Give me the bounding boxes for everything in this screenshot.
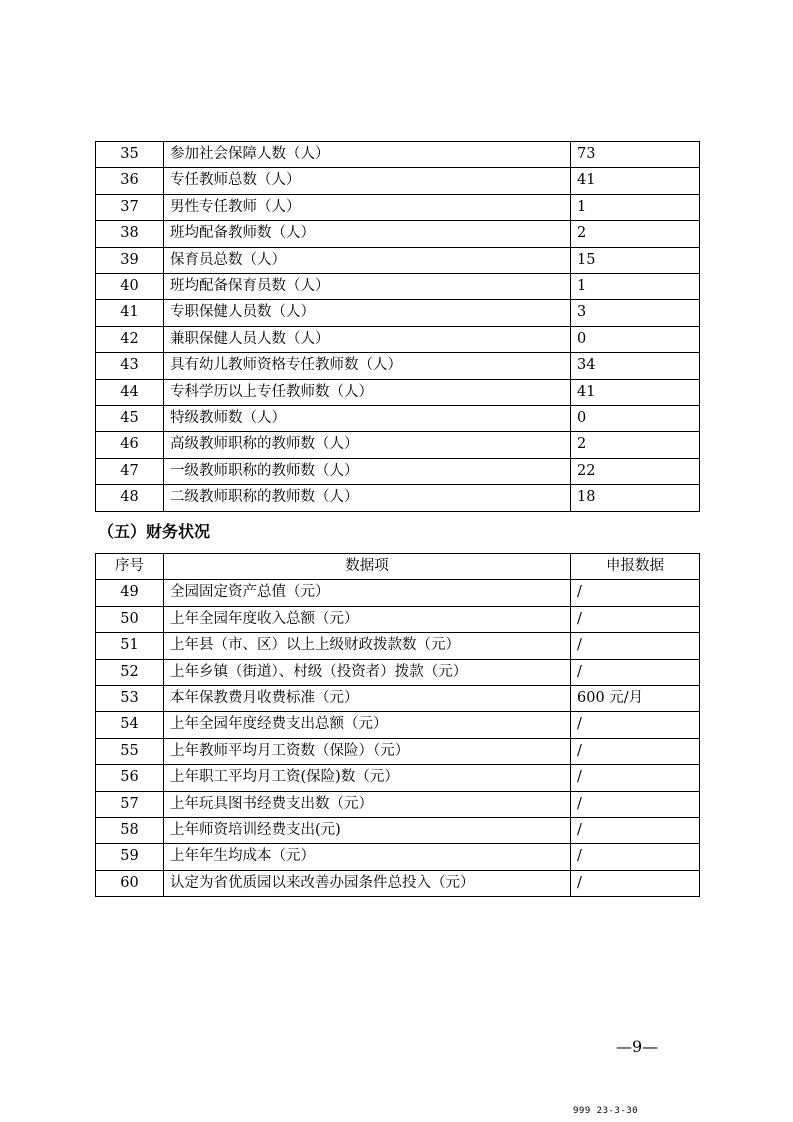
staff-data-table-body	[96, 142, 700, 512]
row-item: 上年职工平均月工资(保险)数（元）	[164, 765, 571, 791]
row-number: 38	[96, 221, 164, 247]
row-value: 15	[571, 247, 700, 273]
row-value: 22	[571, 458, 700, 484]
page-number: —9—	[616, 1037, 659, 1056]
row-value: /	[571, 633, 700, 659]
row-number: 40	[96, 274, 164, 300]
row-number: 43	[96, 353, 164, 379]
section-title: （五）财务状况	[98, 522, 211, 541]
row-item: 专科学历以上专任教师数（人）	[164, 379, 571, 405]
row-number: 42	[96, 326, 164, 352]
table-row	[96, 580, 700, 606]
table-row	[96, 606, 700, 632]
row-value: 0	[571, 406, 700, 432]
row-item: 参加社会保障人数（人）	[164, 142, 571, 168]
row-item: 上年全园年度经费支出总额（元）	[164, 712, 571, 738]
row-number: 39	[96, 247, 164, 273]
row-number: 58	[96, 818, 164, 844]
row-value: 2	[571, 432, 700, 458]
row-value: 18	[571, 485, 700, 511]
row-item: 班均配备保育员数（人）	[164, 274, 571, 300]
table-row	[96, 142, 700, 168]
row-number: 50	[96, 606, 164, 632]
finance-data-table-body	[96, 580, 700, 897]
row-number: 59	[96, 844, 164, 870]
footer-stamp: 999 23-3-30	[573, 1106, 639, 1116]
row-number: 49	[96, 580, 164, 606]
row-value: /	[571, 818, 700, 844]
table-row	[96, 458, 700, 484]
finance-data-table	[95, 553, 700, 897]
header-item: 数据项	[164, 554, 571, 580]
row-number: 55	[96, 738, 164, 764]
row-item: 特级教师数（人）	[164, 406, 571, 432]
row-item: 全园固定资产总值（元）	[164, 580, 571, 606]
row-item: 保育员总数（人）	[164, 247, 571, 273]
table-row	[96, 870, 700, 896]
row-item: 男性专任教师（人）	[164, 194, 571, 220]
row-number: 53	[96, 686, 164, 712]
table-row	[96, 818, 700, 844]
row-value: 0	[571, 326, 700, 352]
table-row	[96, 194, 700, 220]
row-item: 上年乡镇（街道）、村级（投资者）拨款（元）	[164, 659, 571, 685]
row-item: 专任教师总数（人）	[164, 168, 571, 194]
row-value: 41	[571, 379, 700, 405]
table-row	[96, 379, 700, 405]
row-item: 班均配备教师数（人）	[164, 221, 571, 247]
row-number: 56	[96, 765, 164, 791]
row-item: 上年玩具图书经费支出数（元）	[164, 791, 571, 817]
row-item: 认定为省优质园以来改善办园条件总投入（元）	[164, 870, 571, 896]
row-number: 52	[96, 659, 164, 685]
row-item: 上年县（市、区）以上上级财政拨款数（元）	[164, 633, 571, 659]
row-value: 34	[571, 353, 700, 379]
table-row	[96, 432, 700, 458]
staff-data-table	[95, 141, 700, 512]
row-item: 本年保教费月收费标准（元）	[164, 686, 571, 712]
row-item: 高级教师职称的教师数（人）	[164, 432, 571, 458]
row-item: 上年师资培训经费支出(元)	[164, 818, 571, 844]
row-number: 35	[96, 142, 164, 168]
row-number: 36	[96, 168, 164, 194]
table-row	[96, 326, 700, 352]
row-item: 上年教师平均月工资数（保险）（元）	[164, 738, 571, 764]
row-number: 41	[96, 300, 164, 326]
table-row	[96, 247, 700, 273]
row-number: 44	[96, 379, 164, 405]
row-value: /	[571, 738, 700, 764]
table-row	[96, 765, 700, 791]
table-row	[96, 406, 700, 432]
table-row	[96, 738, 700, 764]
table-row	[96, 485, 700, 511]
row-value: 600 元/月	[571, 686, 700, 712]
table-row	[96, 300, 700, 326]
row-number: 45	[96, 406, 164, 432]
table-row	[96, 353, 700, 379]
table-row	[96, 712, 700, 738]
row-value: /	[571, 712, 700, 738]
row-value: 1	[571, 274, 700, 300]
table-row	[96, 168, 700, 194]
table-row	[96, 633, 700, 659]
row-value: 2	[571, 221, 700, 247]
row-item: 一级教师职称的教师数（人）	[164, 458, 571, 484]
row-item: 兼职保健人员人数（人）	[164, 326, 571, 352]
header-value: 申报数据	[571, 554, 700, 580]
row-number: 57	[96, 791, 164, 817]
row-value: 41	[571, 168, 700, 194]
row-value: 73	[571, 142, 700, 168]
row-value: /	[571, 791, 700, 817]
table-row	[96, 791, 700, 817]
row-number: 51	[96, 633, 164, 659]
table-row	[96, 844, 700, 870]
table-row	[96, 659, 700, 685]
row-value: 1	[571, 194, 700, 220]
row-item: 二级教师职称的教师数（人）	[164, 485, 571, 511]
row-value: /	[571, 659, 700, 685]
row-value: /	[571, 765, 700, 791]
header-number: 序号	[96, 554, 164, 580]
row-number: 60	[96, 870, 164, 896]
row-value: /	[571, 580, 700, 606]
row-number: 48	[96, 485, 164, 511]
row-number: 46	[96, 432, 164, 458]
table-row	[96, 221, 700, 247]
table-row	[96, 686, 700, 712]
row-value: /	[571, 606, 700, 632]
table-header-row	[96, 554, 700, 580]
row-item: 具有幼儿教师资格专任教师数（人）	[164, 353, 571, 379]
row-item: 上年年生均成本（元）	[164, 844, 571, 870]
row-number: 47	[96, 458, 164, 484]
row-item: 上年全园年度收入总额（元）	[164, 606, 571, 632]
row-value: 3	[571, 300, 700, 326]
row-value: /	[571, 844, 700, 870]
row-number: 37	[96, 194, 164, 220]
row-item: 专职保健人员数（人）	[164, 300, 571, 326]
row-value: /	[571, 870, 700, 896]
row-number: 54	[96, 712, 164, 738]
table-row	[96, 274, 700, 300]
